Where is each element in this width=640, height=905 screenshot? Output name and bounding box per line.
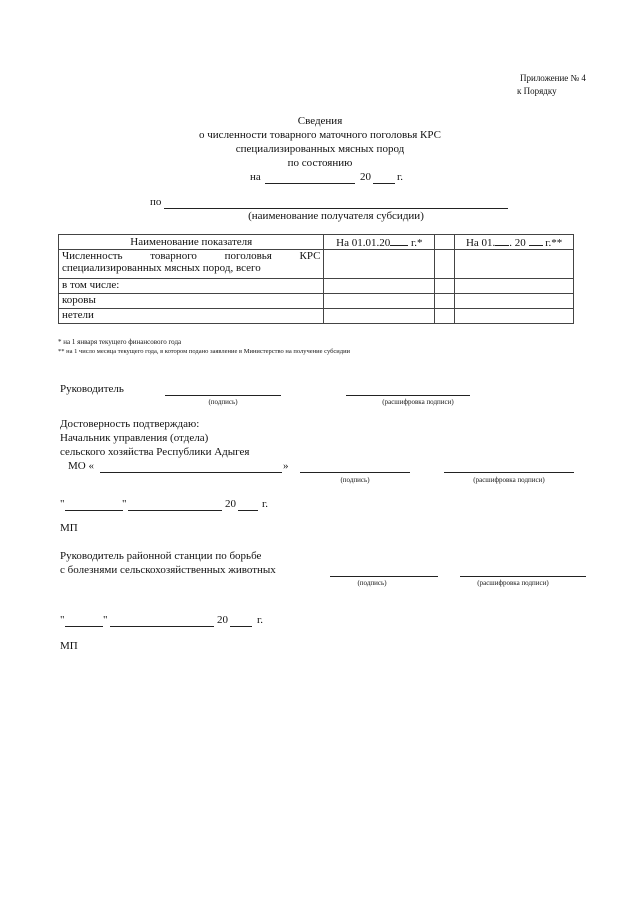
row-cows-date1-cell[interactable]: [324, 294, 435, 309]
table-row: [59, 294, 574, 309]
date-blank-line[interactable]: [265, 183, 355, 184]
date-year: 20: [360, 171, 371, 183]
station-line-2: с болезнями сельскохозяйственных животных: [60, 564, 276, 576]
header-date2-label: На 01.: [465, 236, 496, 249]
footnote-2: ** на 1 число месяца текущего года, в котором подано заявление в Министерство на получение субсидии: [58, 348, 351, 355]
row-including-date1-cell[interactable]: [324, 279, 435, 294]
date1-year: 20: [225, 498, 236, 510]
header-date2-suffix: г.**: [545, 236, 563, 249]
row-total-word: товарного: [150, 250, 197, 262]
confirm-line-1: Достоверность подтверждаю:: [60, 418, 200, 430]
date1-year-line[interactable]: [238, 510, 258, 511]
date2-quote-open: ": [60, 614, 65, 626]
date-prefix: на: [250, 171, 261, 183]
date1-quote-close: ": [122, 498, 127, 510]
date1-quote-open: ": [60, 498, 65, 510]
row-heifers-date2-cell[interactable]: [455, 309, 574, 324]
header-date1: [324, 235, 435, 250]
row-total-line2: специализированных мясных пород, всего: [62, 262, 261, 274]
date2-year: 20: [217, 614, 228, 626]
date2-quote-close: ": [103, 614, 108, 626]
appendix-order: к Порядку: [517, 86, 557, 96]
row-total-date1-cell[interactable]: [324, 250, 435, 279]
stamp-place-2: МП: [60, 640, 78, 652]
station-signature-line[interactable]: [330, 576, 438, 577]
row-total-date2-cell[interactable]: [455, 250, 574, 279]
date2-year-line[interactable]: [230, 626, 252, 627]
header-date1-suffix: г.*: [410, 236, 423, 249]
head-signature-line[interactable]: [165, 395, 281, 396]
doc-subtitle-2: специализированных мясных пород: [235, 143, 405, 155]
confirm-line-2: Начальник управления (отдела): [60, 432, 209, 444]
confirm-signature-caption: (подпись): [340, 476, 370, 484]
header-spacer: [435, 235, 455, 250]
confirm-signature-line[interactable]: [300, 472, 410, 473]
header-date2-year: . 20: [509, 236, 526, 249]
date2-suffix: г.: [257, 614, 264, 626]
recipient-prefix: по: [150, 196, 162, 208]
header-date2-year-blank[interactable]: [529, 236, 543, 246]
station-line-1: Руководитель районной станции по борьбе: [60, 550, 262, 562]
table-row: [59, 309, 574, 324]
doc-title: Сведения: [297, 115, 343, 127]
mo-prefix: МО «: [68, 460, 94, 472]
doc-subtitle-3: по состоянию: [287, 157, 353, 169]
table-header-row: [59, 235, 574, 250]
row-total-line1: [62, 250, 320, 262]
row-heifers-spacer: [435, 309, 455, 324]
doc-subtitle-1: о численности товарного маточного поголовья КРС: [199, 129, 441, 141]
mo-suffix: »: [283, 460, 289, 472]
row-total-spacer: [435, 250, 455, 279]
recipient-caption: (наименование получателя субсидии): [248, 210, 424, 222]
header-date2: [455, 235, 574, 250]
row-cows-label: коровы: [59, 294, 324, 309]
date-suffix: г.: [397, 171, 404, 183]
head-decode-line[interactable]: [346, 395, 470, 396]
header-date1-label: На 01.01.20: [336, 236, 391, 249]
row-heifers-label: нетели: [59, 309, 324, 324]
head-label: Руководитель: [60, 383, 124, 395]
date1-suffix: г.: [262, 498, 269, 510]
row-cows-date2-cell[interactable]: [455, 294, 574, 309]
recipient-blank-line[interactable]: [164, 208, 508, 209]
date-year-blank[interactable]: [373, 183, 395, 184]
row-total-label: [59, 250, 324, 279]
appendix-number: Приложение № 4: [520, 73, 586, 83]
station-decode-caption: (расшифровка подписи): [477, 579, 549, 587]
mo-blank-line[interactable]: [100, 472, 282, 473]
table-row: [59, 279, 574, 294]
confirm-decode-caption: (расшифровка подписи): [473, 476, 545, 484]
row-including-spacer: [435, 279, 455, 294]
date2-month-line[interactable]: [110, 626, 214, 627]
date1-day-line[interactable]: [65, 510, 123, 511]
confirm-line-3: сельского хозяйства Республики Адыгея: [60, 446, 250, 458]
row-total-word: КРС: [299, 250, 321, 262]
row-including-label: в том числе:: [59, 279, 324, 294]
row-cows-spacer: [435, 294, 455, 309]
station-decode-line[interactable]: [460, 576, 586, 577]
confirm-decode-line[interactable]: [444, 472, 574, 473]
header-indicator-name: Наименование показателя: [59, 235, 324, 250]
head-signature-caption: (подпись): [208, 398, 238, 406]
head-decode-caption: (расшифровка подписи): [382, 398, 454, 406]
stamp-place-1: МП: [60, 522, 78, 534]
row-including-date2-cell[interactable]: [455, 279, 574, 294]
header-date2-month-blank[interactable]: [495, 236, 509, 246]
station-signature-caption: (подпись): [357, 579, 387, 587]
row-heifers-date1-cell[interactable]: [324, 309, 435, 324]
row-total-word: поголовья: [224, 250, 272, 262]
footnote-1: * на 1 января текущего финансового года: [58, 338, 182, 346]
row-total-word: Численность: [62, 250, 123, 262]
date2-day-line[interactable]: [65, 626, 103, 627]
table-row: [59, 250, 574, 279]
date1-month-line[interactable]: [128, 510, 222, 511]
header-date1-blank[interactable]: [390, 236, 408, 246]
indicator-table: [58, 234, 574, 324]
